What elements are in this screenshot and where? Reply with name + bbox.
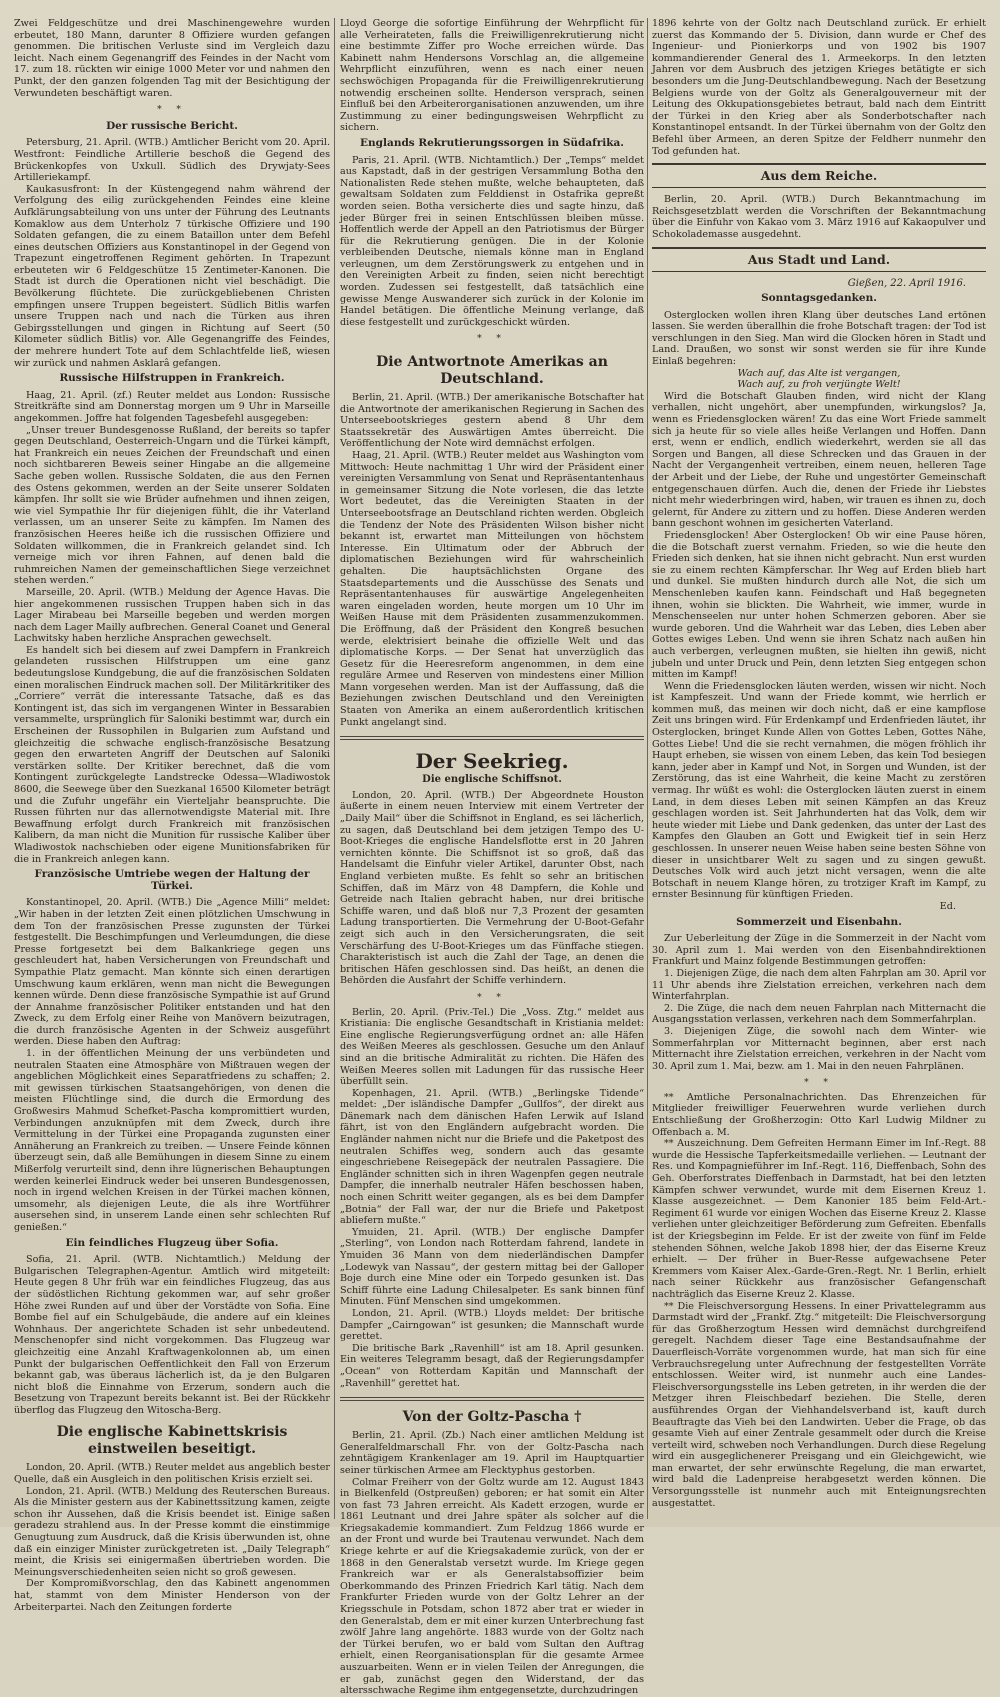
headline: Die englische Kabinettskrisis einstweilen beseitigt. [56, 1424, 288, 1458]
separator-stars: * * [157, 105, 187, 116]
article-text: London, 20. April. (WTB.) Der Abgeordnete Houston äußerte in einem neuen Interview mit einem Vertreter der „Daily Mail“ über die Schiffsnot in England, es sei lächerlich, zu sagen, daß Deutschland bei dem jetzigen Tempo des U-Boot-Krieges die englische Handelsflotte erst in 20 Jahren vernichten könnte. Die Schiffsnot ist so groß, daß das Handelsamt die Einfuhr vieler Artikel, darunter Obst, nach England verbieten mußte. Es fehlt so sehr an britischen Schiffen, daß im März von 48 Dampfern, die Kohle und Getreide nach Italien gebracht haben, nur drei britische Schiffe waren, und daß bloß nur 7,3 Prozent der gesamten Ladung transportierten. Die Vermehrung der U-Boot-Gefahr zeigt sich auch in den Versicherungsraten, die seit Verschärfung des U-Boot-Krieges um das Fünffache stiegen. Charakteristisch ist auch die Zahl der Tage, an denen die britischen Häfen geschlossen sind. Das heißt, an denen die Behörden die Ausfahrt der Schiffe verhindern. [340, 789, 644, 987]
column-1 [14, 18, 330, 1613]
article-text: Es handelt sich bei diesem auf zwei Dampfern in Frankreich gelandeten russischen Hilfstruppen um eine ganz bedeutungslose Kundgebung, die auf die französischen Soldaten einen moralischen Eindruck machen soll. Der Militärkritiker des „Corriere“ verrät die interessante Tatsache, daß es das Kontingent ist, das sich im vergangenen Winter in Bessarabien versammelte, ursprünglich für Saloniki bestimmt war, durch ein Erscheinen der Russophilen in Bulgarien zum Aufstand und gleichzeitig die schwache englisch-französische Besatzung gegen den erwarteten Angriff der Deutschen auf Saloniki verstärken sollte. Der Kritiker berechnet, daß die vom Kontingent zurückgelegte Landstrecke Odessa—Wladiwostok 8600, die Seewege über den Suezkanal 16500 Kilometer beträgt und die Zufuhr ungefähr ein Vierteljahr beanspruchte. Die Russen führten nur das allernotwendigste Material mit. Ihre Bewaffnung erfolgt durch Frankreich mit französischen Kalibern, da man nicht die Munition für russische Kaliber über Wladiwostok nachschieben oder eigene Munitionsfabriken für die in Frankreich anlegen kann. [14, 644, 330, 865]
article-text: Friedensglocken! Aber Osterglocken! Ob wir eine Pause hören, die die Botschaft zuerst vernahm. Frieden, so wie die heute den Frieden sich denken, hat sie ihnen nicht gebracht. Nun erst wurden sie zu einem rechten Kämpferschar. Ihr Weg auf Erden blieb hart und dunkel. Sie mußten hindurch durch alle Not, die sich um Menschenleben kaufen kann. Feindschaft und Haß begegneten ihnen, wohin sie blickten. Die Wahrheit, wie immer, wurde in Menschenseelen nur unter hohen Schmerzen geboren. Aber sie wurde geboren. Und die Wahrheit war das Leben, dies Leben aber Gottes ewiges Leben. Und wenn sie ihren Schatz nach außen hin auch verbergen, verleugnen mußten, sie hielten ihn gewiß, nicht jubeln und unter Druck und Pein, denn letzten Sieg entgegen schon mitten im Kampf! [652, 529, 986, 681]
separator-stars: * * [477, 992, 507, 1003]
article-text: 3. Diejenigen Züge, die sowohl nach dem Winter- wie Sommerfahrplan vor Mitternacht beginnen, aber erst nach Mitternacht ihre Zielstation erreichen, verkehren in der Nacht vom 30. April zum 1. Mai, bezw. am 1. Mai in den neuen Fahrplänen. [652, 1025, 986, 1072]
article-text: 1896 kehrte von der Goltz nach Deutschland zurück. Er erhielt zuerst das Kommando der 5. Division, dann wurde er Chef des Ingenieur- und Pionierkorps und von 1902 bis 1907 kommandierender General des 1. Armeekorps. In den letzten Jahren vor dem Ausbruch des jetzigen Krieges betätigte er sich besonders um die Jung-Deutschlandbewegung. Nach der Besetzung Belgiens wurde von der Goltz als Generalgouverneur mit der Leitung des Okkupationsgebietes betraut, bald nach dem Eintritt der Türkei in den Krieg aber als Sonderbotschafter nach Konstantinopel entsandt. In der Türkei übernahm von der Goltz den Befehl über Armeen, an deren Spitze der Feldherr nunmehr den Tod gefunden hat. [652, 18, 986, 157]
section-rule [340, 736, 644, 740]
article-text: Konstantinopel, 20. April. (WTB.) Die „Agence Milli“ meldet: „Wir haben in der letzten Zeit einen plötzlichen Umschwung in dem Ton der französischen Presse zugunsten der Türkei festgestellt. Die Beschimpfungen und Verleumdungen, die diese Presse fortgesetzt bei dem Balkankriege gegen uns geschleudert hat, haben Versicherungen von Freundschaft und Sympathie Platz gemacht. Man könnte sich einen derartigen Umschwung kaum erklären, wenn man nicht die Bewegungen kennen würde. Denn diese französische Sympathie ist auf Grund der Annahme französischer Politiker entstanden und hat den Zweck, zu dem Erfolg einer Reihe von Manövern beizutragen, die durch französische Agenten in der Schweiz ausgeführt werden. Diese haben den Auftrag: [14, 897, 330, 1048]
article-text: 1. Diejenigen Züge, die nach dem alten Fahrplan am 30. April vor 11 Uhr abends ihre Zielstation erreichen, verkehren nach dem Winterfahrplan. [652, 967, 986, 1003]
headline: Der russische Bericht. [106, 119, 238, 132]
headline: Von der Goltz-Pascha † [402, 1409, 582, 1426]
section-headline: Der Seekrieg. [415, 749, 569, 774]
separator-stars: * * [477, 334, 507, 345]
separator-stars: * * [804, 1078, 834, 1089]
article-text: Paris, 21. April. (WTB. Nichtamtlich.) Der „Temps“ meldet aus Kapstadt, daß in der gestrigen Versammlung Botha den Nationalisten Rede stehen mußte, welche behaupteten, daß gewaltsam Soldaten zum Felddienst in Ostafrika gepreßt worden seien. Botha versicherte dies und sagte hinzu, daß jeder Bürger frei in seinen Entschlüssen bleiben müsse. Hoffentlich werde der Appell an den Patriotismus der Bürger für die Rekrutierung genügen. Die in der Kolonie verbleibenden Deutsche, niemals könne man in England verleugnen, um dem Zerstörungswerk zu entgehen und in den Vereinigten Arbeit zu finden, seien nicht berechtigt worden. Zudessen sei festgestellt, daß tatsächlich eine gewisse Menge Auswanderer sich zurück in der Kolonie im Handel betätigen. Die öffentliche Meinung verlange, daß diese festgestellt und zurückgeschickt würden. [340, 154, 644, 328]
article-text: 1. in der öffentlichen Meinung der uns verbündeten und neutralen Staaten eine Atmosphäre von Mißtrauen wegen der angeblichen Möglichkeit eines Separatfriedens zu schaffen; 2. mit gewissen türkischen Staatsangehörigen, von denen die meisten Flüchtlinge sind, die durch die Ermordung des Großwesirs Mahmud Schefket-Pascha kompromittiert wurden, Verbindungen anzuknüpfen mit dem Zweck, durch ihre Vermittelung in der Türkei eine Propaganda zugunsten einer Annäherung an Frankreich zu treiben. — Unsere Feinde können überzeugt sein, daß alle Bemühungen in diesem Sinne zu einem Mißerfolg verurteilt sind, denn ihre lügnerischen Behauptungen werden keinerlei Eindruck weder bei unseren Bundesgenossen, noch in irgend welchen Kreisen in der Türkei machen können, umsomehr, als diejenigen Leute, die als ihre Wortführer ausersehen sind, in unserem Lande einen sehr schlechten Ruf genießen.“ [14, 1048, 330, 1233]
article-text: Berlin, 21. April. (Zb.) Nach einer amtlichen Meldung ist Generalfeldmarschall Fhr. von der Goltz-Pascha nach zehntägigem Krankenlager am 19. April im Hauptquartier seiner türkischen Armee am Flecktyphus gestorben. [340, 1430, 644, 1476]
signature: Ed. [939, 900, 956, 912]
column-rule [647, 18, 648, 1519]
article-text: „Unser treuer Bundesgenosse Rußland, der bereits so tapfer gegen Deutschland, Oesterreich-Ungarn und die Türkei kämpft, hat Frankreich ein neues Zeichen der Freundschaft und einen noch sichtbareren Beweis seiner Hingabe an die allgemeine Sache geben wollen. Russische Soldaten, die aus den Fernen des Ostens gekommen, werden an der Seite unserer Soldaten kämpfen. Ihr sollt sie wie Brüder aufnehmen und ihnen zeigen, wie viel Sympathie Ihr für diejenigen fühlt, die ihr Vaterland verlassen, um an unserer Seite zu kämpfen. Im Namen des französischen Heeres heiße ich die russischen Offiziere und Soldaten willkommen, die in Frankreich gelandet sind. Ich verneige mich vor ihren Fahnen, auf denen bald die ruhmreichen Namen der gemeinschaftlichen Siege verzeichnet stehen werden.“ [14, 424, 330, 587]
article-text: ** Auszeichnung. Dem Gefreiten Hermann Eimer im Inf.-Regt. 88 wurde die Hessische Tapferkeitsmedaille verliehen. — Leutnant der Res. und Kompagnieführer im Inf.-Regt. 116, Dieffenbach, Sohn des Geh. Oberforstrates Dieffenbach in Darmstadt, hat bei den letzten Kämpfen schwer verwundet, wurde mit dem Eisernen Kreuz 1. Klasse ausgezeichnet. — Dem Kanonier 185 beim Feld-Art.-Regiment 61 wurde vor einigen Wochen das Eiserne Kreuz 2. Klasse verliehen unter gleichzeitiger Beförderung zum Gefreiten. Ebenfalls ist der Kriegsbeginn im Felde. Er ist der zweite von fünf im Felde stehenden Söhnen, welche Jakob 1898 hier, der das Eiserne Kreuz erhielt. — Der früher in Buer-Resse aufgewachsene Peter Kremmers vom Kaiser Alex.-Garde-Gren.-Regt. Nr. 1 Berlin, erhielt nach seiner Rückkehr aus französischer Gefangenschaft nachträglich das Eiserne Kreuz 2. Klasse. [652, 1138, 986, 1300]
article-text: Wird die Botschaft Glauben finden, wird nicht der Klang verhallen, nicht ungehört, aber unempfunden, wirkungslos? Ja, wenn es Friedensglocken wären! Zu das eine Wort Friede sammelt sich ja heute für so viele alles heiße Verlangen und Hoffen. Dann erst, wenn er endlich, endlich wiederkehrt, werden sie all das Sorgen und Bangen, all diese Schrecken und das Grauen in der Nacht der Vergangenheit vertreiben, einem neuen, helleren Tage der Arbeit und der Liebe, der Ruhe und ungestörter Gemeinschaft entgegenschauen dürfen. Auch die, denen der Friede ihr Liebstes nicht mehr wiederbringen wird, haben, wir trauen es ihnen zu, doch gelernt, für Andere zu zittern und zu hoffen. Diese Anderen werden bann geschont wohnen im gesicherten Vaterland. [652, 390, 986, 530]
article-text: Ymuiden, 21. April. (WTB.) Der englische Dampfer „Sterling“, von London nach Rotterdam fahrend, landete in Ymuiden 36 Mann von dem niederländischen Dampfer „Lodewyk van Nassau“, der gestern mittag bei der Galloper Boje durch eine Mine oder ein Torpedo gesunken ist. Das Schiff führte eine Ladung Chilesalpeter. Es sank binnen fünf Minuten. Fünf Menschen sind umgekommen. [340, 1226, 644, 1308]
article-text: Petersburg, 21. April. (WTB.) Amtlicher Bericht vom 20. April. Westfront: Feindliche Artillerie beschoß die Gegend des Brückenkopfes von Uxkull. Südlich des Drywjaty-Sees Artilleriekampf. [14, 137, 330, 184]
section-headline: Aus Stadt und Land. [652, 247, 986, 272]
headline: Französische Umtriebe wegen der Haltung der Türkei. [34, 868, 310, 892]
headline: Russische Hilfstruppen in Frankreich. [59, 372, 285, 385]
section-headline: Aus dem Reiche. [652, 163, 986, 188]
subheadline: Die englische Schiffsnot. [422, 774, 562, 786]
article-text: Haag, 21. April. (zf.) Reuter meldet aus London: Russische Streitkräfte sind am Donnerstag morgen um 9 Uhr in Marseille angekommen. Joffre hat folgenden Tagesbefehl ausgegeben: [14, 389, 330, 424]
article-text: Berlin, 21. April. (WTB.) Der amerikanische Botschafter hat die Antwortnote der amerikanischen Regierung in Sachen des Unterseebootskrieges gestern abend 8 Uhr dem Staatssekretär des Auswärtigen Amtes überreicht. Die Veröffentlichung der Note wird demnächst erfolgen. [340, 392, 644, 450]
article-text: Haag, 21. April. (WTB.) Reuter meldet aus Washington vom Mittwoch: Heute nachmittag 1 Uhr wird der Präsident einer vereinigten Versammlung von Senat und Repräsentantenhaus in gemeinsamer Sitzung die Note vorlesen, die das letzte Wort bedeutet, das die Vereinigten Staaten in der Unterseebootsfrage an Deutschland richten werden. Obgleich die Tendenz der Note des Präsidenten Wilson bisher nicht bekannt ist, erwartet man Mitteilungen von höchstem Interesse. Ein Ultimatum oder der Abbruch der diplomatischen Beziehungen wird für wahrscheinlich gehalten. Die hauptsächlichsten Organe des Staatsdepartements und die Ausschüsse des Senats und Repräsentantenhauses für auswärtige Angelegenheiten waren eingeladen worden, heute morgen um 10 Uhr im Weißen Hause mit dem Präsidenten zusammenzukommen. Die Eröffnung, daß der Präsident den Kongreß besuchen werde, elektrisiert beinahe die offizielle Welt und das diplomatische Korps. — Der Senat hat unverzüglich das Gesetz für die Heeresreform angenommen, in dem eine reguläre Armee und Reserven von mindestens einer Million Mann vorgesehen werden. Man ist der Auffassung, daß die Beziehungen zwischen Deutschland und den Vereinigten Staaten von Amerika an einem außerordentlich kritischen Punkt angelangt sind. [340, 450, 644, 728]
article-text: London, 20. April. (WTB.) Reuter meldet aus angeblich bester Quelle, daß ein Ausgleich in den politischen Krisis erzielt sei. [14, 1462, 330, 1486]
article-text: Marseille, 20. April. (WTB.) Meldung der Agence Havas. Die hier angekommenen russischen Truppen haben sich in das Lager Mirabeau bei Marseille begeben und werden morgen nach dem Lager Mailly aufbrechen. General Coanet und General Lachwitsky haben herzliche Ansprachen gewechselt. [14, 586, 330, 645]
article-text: Berlin, 20. April. (Priv.-Tel.) Die „Voss. Ztg.“ meldet aus Kristiania: Die englische Gesandtschaft in Kristiania meldet: Eine englische Regierungsverfügung ordnet an: alle Häfen des Weißen Meeres als geschlossen. Gesuche um den Anlauf sind an die britische Admiralität zu richten. Die Häfen des Weißen Meeres sollen mit Ladungen für das russische Heer überfüllt sein. [340, 1006, 644, 1088]
section-rule [340, 1397, 644, 1401]
article-text: Sofia, 21. April. (WTB. Nichtamtlich.) Meldung der Bulgarischen Telegraphen-Agentur. Amtlich wird mitgeteilt: Heute gegen 8 Uhr früh war ein feindliches Flugzeug, das aus der südöstlichen Richtung gekommen war, auf sehr großer Höhe zwei Runden auf und über der Vorstädte von Sofia. Eine Bombe fiel auf ein Schulgebäude, die andere auf ein kleines Wohnhaus. Der angerichtete Schaden ist sehr unbedeutend. Menschenopfer sind nicht vorgekommen. Das Flugzeug war gleichzeitig eine Anzahl Kraftwagenkolonnen ab, um einen Punkt der bulgarischen Oeffentlichkeit den Fall von Erzerum bekannt gab, was überaus lächerlich ist, da je den Bulgaren nicht bloß die Einnahme von Erzerum, sondern auch die Besetzung von Trapezunt bereits bekannt ist. Bei der Rückkehr überflog das Flugzeug den Witoscha-Berg. [14, 1254, 330, 1416]
column-rule [334, 18, 335, 1519]
article-text: Osterglocken wollen ihren Klang über deutsches Land ertönen lassen. Sie werden überallhin die frohe Botschaft tragen: der Tod ist verschlungen in den Sieg. Man wird die Glocken hören in Stadt und Land. Draußen, wo sonst wir sonst werden sie für ihre Kunde Einlaß begehren: [652, 309, 986, 368]
headline: Englands Rekrutierungssorgen in Südafrika. [360, 136, 624, 149]
headline: Sonntagsgedanken. [761, 292, 877, 305]
article-text: Der Kompromißvorschlag, den das Kabinett angenommen hat, stammt von dem Minister Henderson von der Arbeiterpartei. Nach den Zeitungen forderte [14, 1578, 330, 1613]
article-text: Berlin, 20. April. (WTB.) Durch Bekanntmachung im Reichsgesetzblatt werden die Vorschriften der Bekanntmachung über die Einfuhr von Kakao vom 3. März 1916 auf Kakaopulver und Schokolademasse ausgedehnt. [652, 194, 986, 240]
article-text: Colmar Freiherr von der Goltz wurde am 12. August 1843 in Bielkenfeld (Ostpreußen) geboren; er hat somit ein Alter von fast 73 Jahren erreicht. Als Kadett erzogen, wurde er 1861 Leutnant und drei Jahre später als solcher auf die Kriegsakademie kommandiert. Zum Feldzug 1866 wurde er an der Front und wurde bei Trautenau verwundet. Nach dem Kriege kehrte er auf die Kriegsakademie zurück, von der er 1868 in den Generalstab versetzt wurde. Im Kriege gegen Frankreich war er als Generalstabsoffizier beim Oberkommando des Prinzen Friedrich Karl tätig. Nach dem Frankfurter Frieden wurde von der Goltz Lehrer an der Kriegsschule in Potsdam, schon 1872 aber trat er wieder in den Generalstab, dem er mit einer kurzen Unterbrechung fast zwölf Jahre lang angehörte. 1883 wurde von der Goltz nach der Türkei berufen, wo er bald vom Sultan den Auftrag erhielt, einen Reorganisationsplan für die gesamte Armee auszuarbeiten. Wenn er in vielen Teilen der Anregungen, die er gab, zunächst gegen den Widerstand, der das altersschwache Regime ihm entgegensetzte, durchzudringen [340, 1476, 644, 1697]
article-text: Kopenhagen, 21. April. (WTB.) „Berlingske Tidende“ meldet: „Der isländische Dampfer „Gullfos“, der direkt aus Dänemark nach dem dänischen Hafen Lerwik auf Island fährt, ist von den Engländern aufgebracht worden. Die Engländer nahmen nicht nur die Briefe und die Paketpost des neutralen Schiffes weg, sondern auch das gesamte eingeschriebene Reisegepäck der neutralen Passagiere. Die Engländer schnitten sich in ihren Wagenpfen gegen neutrale Dampfer, die innerhalb neutraler Häfen beschossen haben, noch einen Schritt weiter gegangen, als es bei dem Dampfer „Botnia“ der Fall war, der nur die Briefe und Paketpost abliefern mußte.“ [340, 1087, 644, 1227]
column-2 [340, 18, 644, 1697]
headline: Sommerzeit und Eisenbahn. [736, 915, 902, 928]
article-text: ** Amtliche Personalnachrichten. Das Ehrenzeichen für Mitglieder freiwilliger Feuerwehren wurde verliehen durch Entschließung der Großherzogin: Otto Karl Ludwig Mildner zu Offenbach a. M. [652, 1091, 986, 1138]
verse-line: Wach auf, zu froh verjüngte Welt! [737, 379, 901, 391]
article-text: Die britische Bark „Ravenhill“ ist am 18. April gesunken. Ein weiteres Telegramm besagt, daß der Regierungsdampfer „Ocean“ von Rotterdam Kapitän und Mannschaft der „Ravenhill“ gerettet hat. [340, 1342, 644, 1389]
verse-line: Wach auf, das Alte ist vergangen, [737, 367, 901, 379]
article-text: 2. Die Züge, die nach dem neuen Fahrplan nach Mitternacht die Ausgangsstation verlassen, verkehren nach dem Sommerfahrplan. [652, 1002, 986, 1026]
article-text: Zur Ueberleitung der Züge in die Sommerzeit in der Nacht vom 30. April zum 1. Mai werden von den Eisenbahndirektionen Frankfurt und Mainz folgende Bestimmungen getroffen: [652, 933, 986, 968]
article-text: Wenn die Friedensglocken läuten werden, wissen wir nicht. Noch ist Kampfeszeit. Und wann der Friede kommt, wie herrlich er kommen muß, das meinen wir doch nicht, daß er eine kampflose Zeit uns bringen wird. Für Erdenkampf und Erdenfrieden läutet, ihr Osterglocken, bringet Kunde Allen von Gottes Leben, Gottes Nähe, Gottes Liebe! Und die sie recht vernahmen, die mögen fröhlich ihr Haupt erheben, sie wissen von einem Leben, das kein Tod besiegen kann, jeder aber in Kampf und Not, in Sorgen und Wunden, ist der Zerstörung, das ist eine Wahrheit, die keine Macht zu zerstören vermag. Ihr wüßt es wohl: die Osterglocken läuten zuerst in einem Land, in dem dieses Leben mit seinen Kämpfen an das Kreuz geschlagen worden ist. Seit Jahrhunderten hat das Volk, dem wir heute wieder mit Liebe und Dank gedenken, das unter der Last des Kampfes den Glauben an Gott und Ewigkeit tief in sein Herz geschlossen. In unserer neuen Weise haben seine besten Söhne von dieser in unsichtbarer Welt zu sagen und zu singen gewußt. Deutsches Volk wird auch jetzt nicht versagen, wenn die alte Botschaft in neuem Klange hören, zu trotziger Kraft im Kampf, zu ernster Besinnung für künftigen Frieden. [652, 680, 986, 901]
headline: Ein feindliches Flugzeug über Sofia. [65, 1236, 279, 1249]
article-text: Kaukasusfront: In der Küstengegend nahm während der Verfolgung des eilig zurückgehenden Feindes eine kleine Aufklärungsabteilung von uns unter der Führung des Leutnants Komaklow aus dem Unterholz 7 türkische Offiziere und 190 Soldaten gefangen, die zu einem Bataillon unter dem Befehl eines deutschen Offiziers aus Konstantinopel in der Gegend von Trapezunt eingetroffenen Regiment gehörten. In Trapezunt erbeuteten wir 6 Feldgeschütze 15 Zentimeter-Kanonen. Die Stadt ist durch die Operationen nicht viel beschädigt. Die Bevölkerung flüchtete. Die zurückgebliebenen Christen empfingen unsere Truppen begeistert. Südlich Bitlis warfen unsere Truppen nach und nach die Türken aus ihren Gebirgsstellungen und gingen in Richtung auf Seert (50 Kilometer südlich Bitlis) vor. Alle Gegenangriffe des Feindes, der mehrere hundert Tote auf dem Schlachtfelde ließ, wiesen wir zurück und nahmen Asklarâ gefangen. [14, 183, 330, 369]
dateline: Gießen, 22. April 1916. [847, 277, 966, 289]
article-text: London, 21. April. (WTB.) Lloyds meldet: Der britische Dampfer „Cairngowan“ ist gesunken; die Mannschaft wurde gerettet. [340, 1307, 644, 1343]
article-text: Zwei Feldgeschütze und drei Maschinengewehre wurden erbeutet, 180 Mann, darunter 8 Offiziere wurden gefangen genommen. Die britischen Verluste sind im Vergleich dazu leicht. Nach einem Gegenangriff des Feindes in der Nacht vom 17. zum 18. rückten wir einige 1000 Meter vor und nahmen den Punkt, der den ganzen folgenden Tag mit der Besichtigung der Verwundeten beschäftigt waren. [14, 18, 330, 99]
column-3 [652, 18, 986, 1519]
article-text: London, 21. April. (WTB.) Meldung des Reuterschen Bureaus. Als die Minister gestern aus der Kabinettssitzung kamen, zeigte schon ihr Aussehen, daß die Krisis beendet ist. Einige saßen geradezu strahlend aus. In der Presse kommt die einstimmige Genugtuung zum Ausdruck, daß die Krisis überwunden ist, ohne daß ein einziger Minister zurückgetreten ist. „Daily Telegraph“ meint, die Krisis sei einigermaßen übertrieben worden. Die Meinungsverschiedenheiten seien nicht so groß gewesen. [14, 1485, 330, 1578]
headline: Die Antwortnote Amerikas an Deutschland. [376, 354, 608, 388]
article-text: ** Die Fleischversorgung Hessens. In einer Privattelegramm aus Darmstadt wird der „Frankf. Ztg.“ mitgeteilt: Die Fleischversorgung für das Großherzogtum Hessen wird demnächst durchgreifend geregelt. Nachdem dieser Tage eine Bestandsaufnahme der Dauerfleisch-Vorräte vorgenommen wurde, hat man sich für eine Verbrauchsregelung unter Aufrechnung der festgestellten Vorräte entschlossen. Weiter wird, ist nunmehr auch eine Landes-Fleischversorgungsstelle ins Leben getreten, in ihr werden die der Metzger ihren Fleischbedarf beziehen. Die Stelle, deren ausführendes Organ der Viehhandelsverband ist, kauft durch Beauftragte das Vieh bei den Landwirten. Ueber die Frage, ob das gesamte Vieh auf einer Zentrale gesammelt oder durch die Kreise verteilt wird, schweben noch Verhandlungen. Durch diese Regelung wird ein ausgeglichenerer Preisgang und ein Gleichgewicht, wie man erwartet, der sehr erwünschte Regelung, die man erwartet, wird bald die Ladenpreise herabgesetzt werden können. Die Versorgungsstelle ist nunmehr auch mit Enteignungsrechten ausgestattet. [652, 1300, 986, 1509]
article-text: Lloyd George die sofortige Einführung der Wehrpflicht für alle Verheirateten, falls die Freiwilligenrekrutierung nicht eine bestimmte Ziffer pro Woche erreichen würde. Das Kabinett nahm Hendersons Vorschlag an, die allgemeine Wehrpflicht einzuführen, wenn es nach einer neuen sechswöchigen Propaganda für die Freiwilligenrekrutierung notwendig erscheinen sollte. Henderson versprach, seinen Einfluß bei den Arbeiterorganisationen anzuwenden, um ihre Zustimmung zu einer bedingungsweisen Wehrpflicht zu sichern. [340, 18, 644, 134]
